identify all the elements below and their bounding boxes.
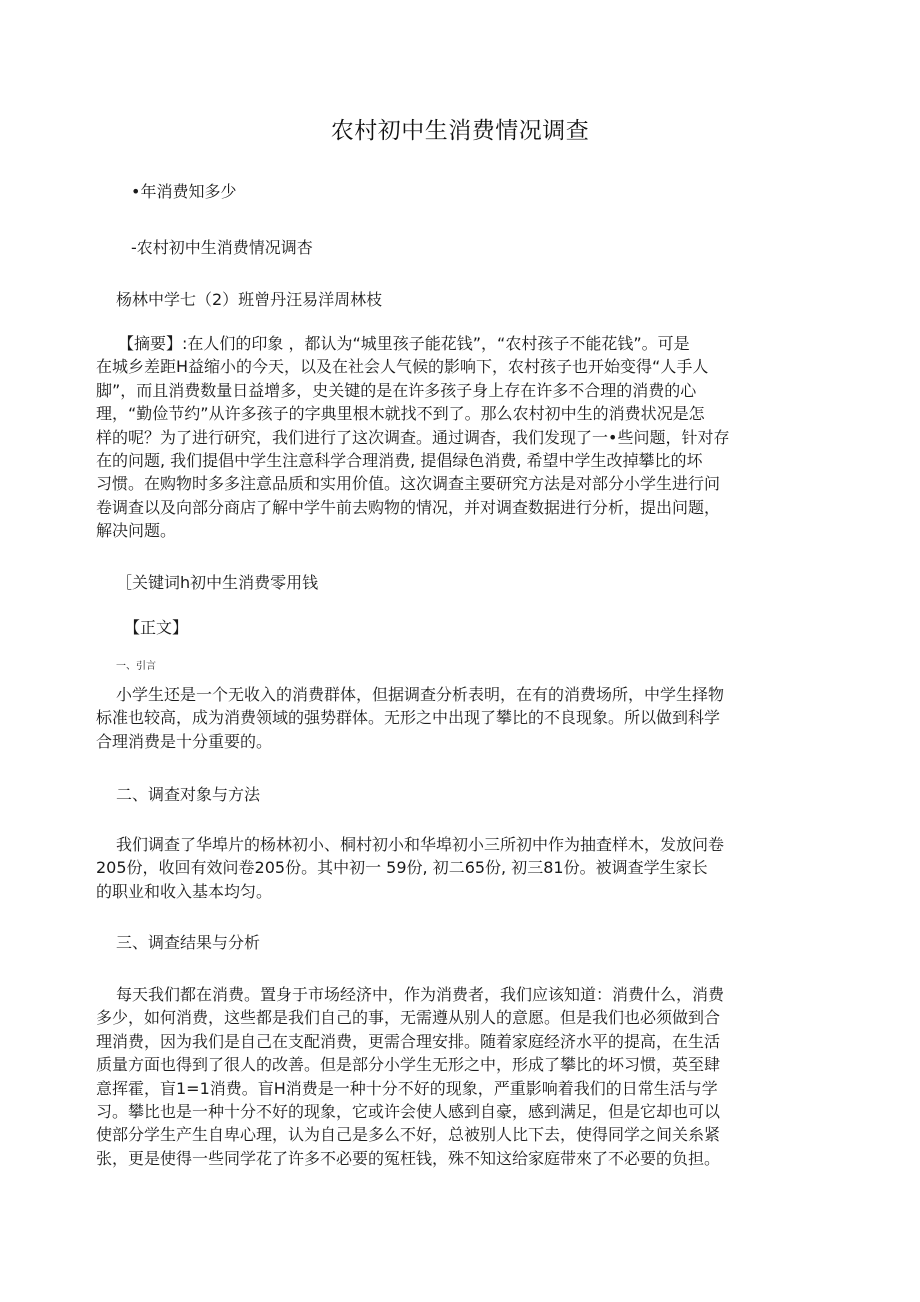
- method-line: 的职业和收入基本均匀。: [96, 881, 273, 901]
- results-line: 使部分学生产生自卑心理，认为自己是多么不好，总被别人比下去，使得同学之间关糸紧: [96, 1125, 721, 1145]
- results-line: 意挥霍，盲1=1消费。盲H消费是一种十分不好的现象，严重影响着我们的日常生活与学: [96, 1078, 718, 1098]
- section-heading-results: 三、调查结果与分析: [116, 933, 261, 952]
- subtitle-line-2: -农村初中生消费情况调杏: [131, 238, 313, 257]
- abstract-line: 脚”，而且消费数量日益增多，史关键的是在许多孩子身上存在许多不合理的消费的心: [96, 380, 697, 400]
- abstract-line: 理，“勤俭节约”从许多孩子的字典里根木就找不到了。那么农村初中生的消费状况是怎: [96, 404, 705, 424]
- abstract-line: 【摘要】:在人们的印象 ，都认为“城里孩子能花钱”，“农村孩子不能花钱”。可是: [118, 334, 690, 353]
- results-paragraph: [96, 983, 796, 1170]
- results-line: 理消费，因为我们是自己在支配消费，更需合理安排。随着家庭经济水平的提高，在生活: [96, 1031, 721, 1051]
- intro-paragraph: [96, 683, 796, 753]
- abstract-line: 卷调查以及向部分商店了解中学牛前去购物的情况，并对调查数据进行分析，提出问题，: [96, 497, 721, 517]
- intro-line: 小学生还是一个无收入的消费群体，但据调查分析表明，在有的消费场所，中学生择物: [116, 685, 725, 704]
- results-line: 多少，如何消费，这些都是我们自己的事，无需遵从别人的意愿。但是我们也必须做到合: [96, 1008, 721, 1028]
- section-heading-intro: 一、引言: [116, 661, 156, 672]
- intro-line: 标准也较高，成为消费领域的强势群体。无形之中出现了攀比的不良现象。所以做到科学: [96, 708, 721, 728]
- intro-line: 合理消费是十分重要的。: [96, 731, 273, 751]
- method-line: 205份，收回有效问卷205份。其中初一 59份, 初二65份, 初三81份。被调查学生家长: [96, 858, 708, 878]
- results-line: 张，更是使得一些同学花了许多不必要的冤枉钱，殊不知这给家庭带來了不必要的负担。: [96, 1148, 721, 1168]
- keywords-line: ［关键词h初中生消费零用钱: [116, 573, 319, 592]
- subtitle-line-1: •年消费知多少: [131, 182, 237, 201]
- abstract-line: 习惯。在购物时多多注意品质和实用价值。这次调查主要研究方法是对部分小学生进行问: [96, 474, 721, 494]
- document-title: 农村初中生消费情况调查: [330, 118, 590, 144]
- method-line: 我们调查了华埠片的杨林初小、桐村初小和华埠初小三所初中作为抽査样木，发放问卷: [116, 835, 725, 854]
- results-line: 习。攀比也是一种十分不好的现象，它或许会使人感到自豪，感到满足，但是它却也可以: [96, 1102, 721, 1122]
- body-label: 【正文】: [124, 618, 189, 637]
- section-heading-method: 二、调查对象与方法: [116, 785, 261, 804]
- abstract-line: 在的问题, 我们提倡中学生注意科学合理消费, 提倡绿色消费, 希望中学生改掉攀比的坏: [96, 451, 703, 471]
- abstract-paragraph: [96, 332, 796, 543]
- results-line: 每天我们都在消费。置身于市场经济中，作为消费者，我们应该知道：消费什么，消费: [116, 985, 725, 1004]
- abstract-line: 样的呢？为了进行研究，我们进行了这次调查。通过调杳，我们发现了一•些问题，针对存: [96, 427, 730, 447]
- abstract-line: 在城乡差距H益缩小的今天，以及在社会人气候的影响下，农村孩子也开始变得“人手人: [96, 357, 709, 377]
- results-line: 质量方面也得到了很人的改善。但是部分小学生无形之中，形成了攀比的坏习惯，英至肆: [96, 1055, 721, 1075]
- method-paragraph: [96, 833, 796, 903]
- author-line: 杨林中学七（2）班曾丹汪易洋周林枝: [116, 290, 383, 309]
- abstract-line: 解决问题。: [96, 521, 177, 541]
